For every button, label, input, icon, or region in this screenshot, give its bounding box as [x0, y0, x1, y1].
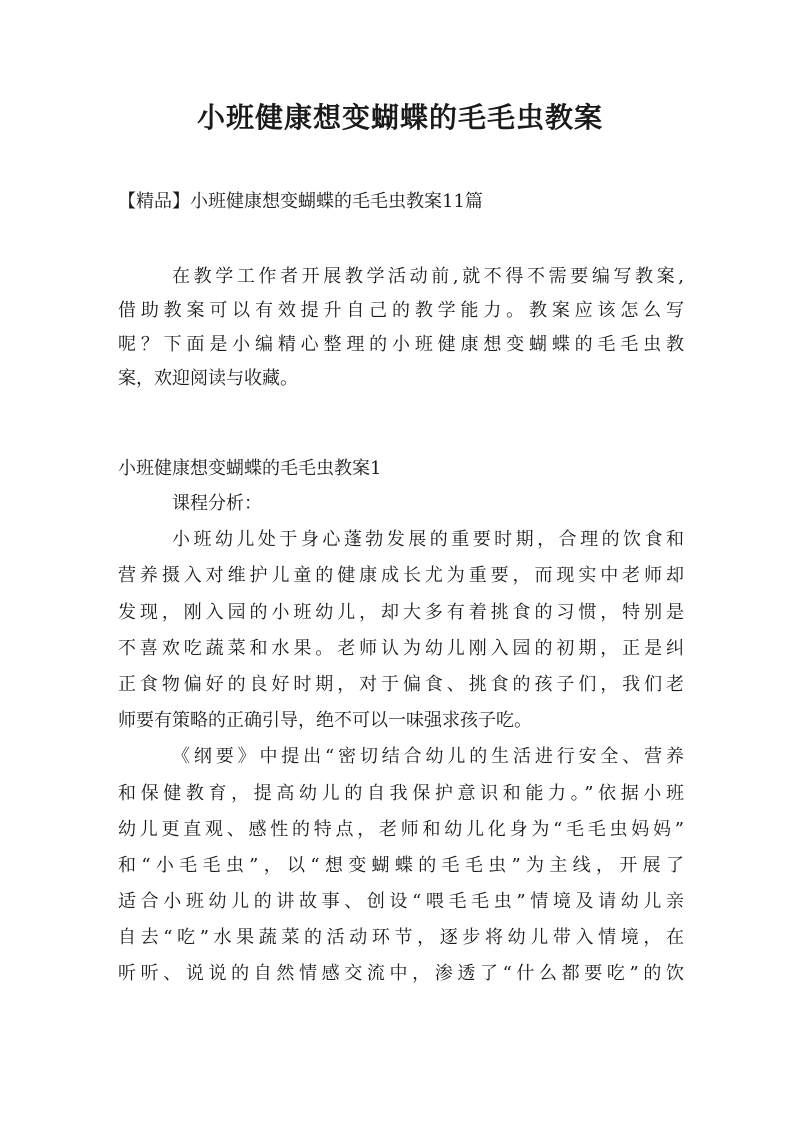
- paragraph-line: 发现，刚入园的小班幼儿，却大多有着挑食的习惯，特别是: [118, 601, 684, 623]
- paragraph-line: 营养摄入对维护儿童的健康成长尤为重要，而现实中老师却: [118, 565, 684, 587]
- paragraph-line: 适合小班幼儿的讲故事、创设“喂毛毛虫”情境及请幼儿亲: [118, 891, 684, 913]
- paragraph-line: 幼儿更直观、感性的特点，老师和幼儿化身为“毛毛虫妈妈”: [118, 818, 684, 840]
- paragraph-line: 不喜欢吃蔬菜和水果。老师认为幼儿刚入园的初期，正是纠: [118, 637, 684, 659]
- intro-line: 案，欢迎阅读与收藏。: [118, 368, 298, 389]
- section-body: [118, 486, 684, 993]
- analysis-label: 课程分析：: [172, 493, 262, 514]
- intro-line: 在教学工作者开展教学活动前,就不得不需要编写教案,: [172, 266, 684, 287]
- section-heading: 小班健康想变蝴蝶的毛毛虫教案1: [118, 458, 382, 479]
- document-title: 小班健康想变蝴蝶的毛毛虫教案: [196, 101, 603, 134]
- paragraph-line: 自去“吃”水果蔬菜的活动环节，逐步将幼儿带入情境，在: [118, 927, 684, 949]
- paragraph-line: 和保健教育，提高幼儿的自我保护意识和能力。”依据小班: [118, 782, 684, 804]
- document-subtitle: 【精品】小班健康想变蝴蝶的毛毛虫教案11篇: [118, 191, 483, 212]
- intro-line: 借助教案可以有效提升自己的教学能力。教案应该怎么写: [118, 300, 684, 321]
- paragraph-line: 和“小毛毛虫”，以“想变蝴蝶的毛毛虫”为主线，开展了: [118, 854, 684, 876]
- paragraph-line: 正食物偏好的良好时期，对于偏食、挑食的孩子们，我们老: [118, 673, 684, 695]
- intro-line: 呢？下面是小编精心整理的小班健康想变蝴蝶的毛毛虫教: [118, 334, 684, 355]
- paragraph-line: 听听、说说的自然情感交流中，渗透了“什么都要吃”的饮: [118, 963, 684, 985]
- paragraph-line: 师要有策略的正确引导，绝不可以一味强求孩子吃。: [118, 710, 532, 732]
- paragraph-line: 《纲要》中提出“密切结合幼儿的生活进行安全、营养: [172, 746, 684, 768]
- intro-paragraph: [118, 260, 684, 396]
- paragraph-line: 小班幼儿处于身心蓬勃发展的重要时期，合理的饮食和: [172, 529, 684, 551]
